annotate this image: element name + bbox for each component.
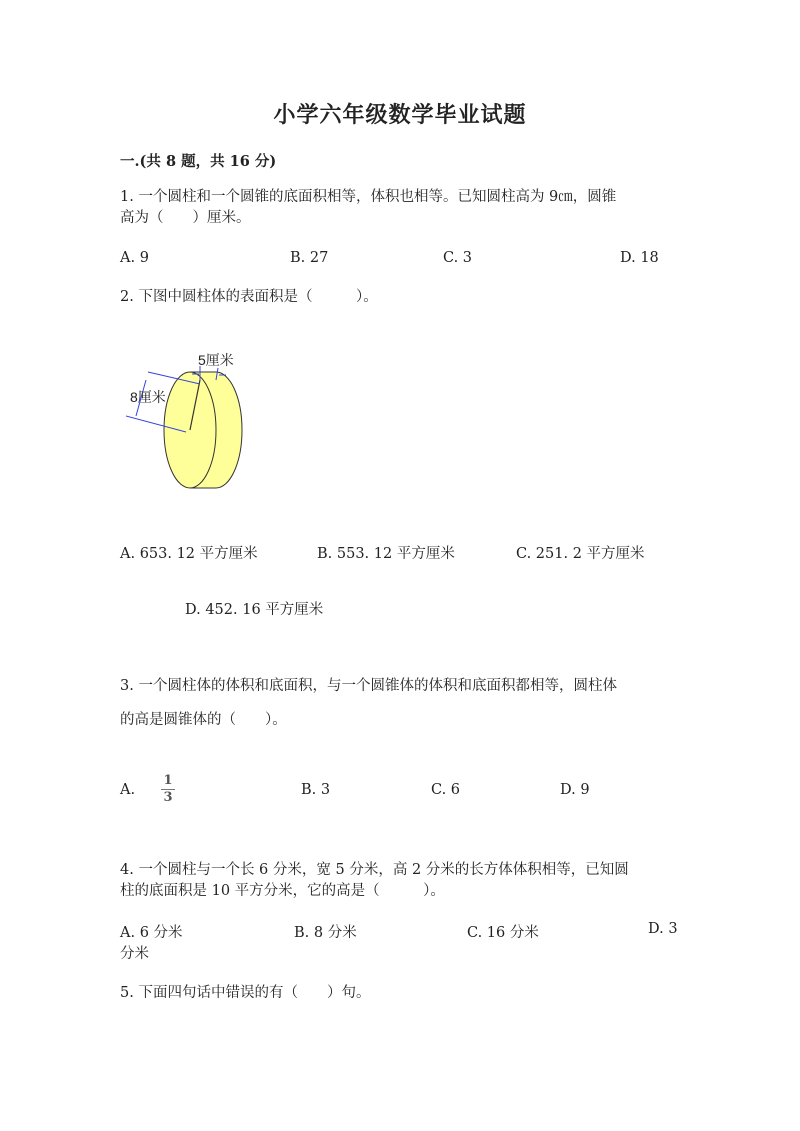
question-4-option-d: D. 3	[648, 921, 678, 937]
question-2-option-d: D. 452. 16 平方厘米	[185, 602, 324, 618]
width-label: 5厘米	[198, 352, 234, 368]
section-heading: 一.(共 8 题，共 16 分)	[120, 153, 277, 170]
question-2-option-c: C. 251. 2 平方厘米	[516, 546, 645, 562]
question-4-option-b: B. 8 分米	[294, 925, 357, 941]
fraction-denominator: 3	[163, 790, 173, 805]
question-3-line-2: 的高是圆锥体的（ ）。	[120, 712, 287, 728]
question-3-option-a-fraction	[160, 774, 176, 805]
fraction-numerator: 1	[163, 773, 173, 788]
question-1-option-c: C. 3	[443, 250, 473, 266]
radius-label: 8厘米	[130, 389, 166, 405]
question-4-option-c: C. 16 分米	[467, 925, 539, 941]
question-5-text: 5. 下面四句话中错误的有（ ）句。	[120, 985, 371, 1001]
question-1-option-d: D. 18	[620, 250, 659, 266]
question-4-line-2: 柱的底面积是 10 平方分米，它的高是（ ）。	[120, 883, 445, 899]
question-2-option-a: A. 653. 12 平方厘米	[120, 546, 258, 562]
question-4-option-a: A. 6 分米	[120, 925, 183, 941]
question-4-option-d-continued: 分米	[120, 946, 149, 962]
cylinder-diagram	[122, 350, 252, 495]
question-2-text: 2. 下图中圆柱体的表面积是（ ）。	[120, 289, 378, 305]
question-3-option-a-label: A.	[120, 782, 136, 798]
question-1-line-2: 高为（ ）厘米。	[120, 210, 251, 226]
question-3-option-d: D. 9	[560, 782, 590, 798]
question-3-line-1: 3. 一个圆柱体的体积和底面积，与一个圆锥体的体积和底面积都相等，圆柱体	[120, 678, 617, 694]
question-3-option-b: B. 3	[301, 782, 331, 798]
question-4-line-1: 4. 一个圆柱与一个长 6 分米，宽 5 分米，高 2 分米的长方体体积相等，已知圆	[120, 862, 629, 878]
question-1-option-b: B. 27	[290, 250, 329, 266]
question-1-option-a: A. 9	[120, 250, 149, 266]
question-3-option-c: C. 6	[431, 782, 461, 798]
question-1-line-1: 1. 一个圆柱和一个圆锥的底面积相等，体积也相等。已知圆柱高为 9㎝，圆锥	[120, 189, 617, 205]
question-2-option-b: B. 553. 12 平方厘米	[317, 546, 455, 562]
cylinder-figure	[122, 350, 252, 499]
page-title: 小学六年级数学毕业试题	[273, 102, 527, 128]
